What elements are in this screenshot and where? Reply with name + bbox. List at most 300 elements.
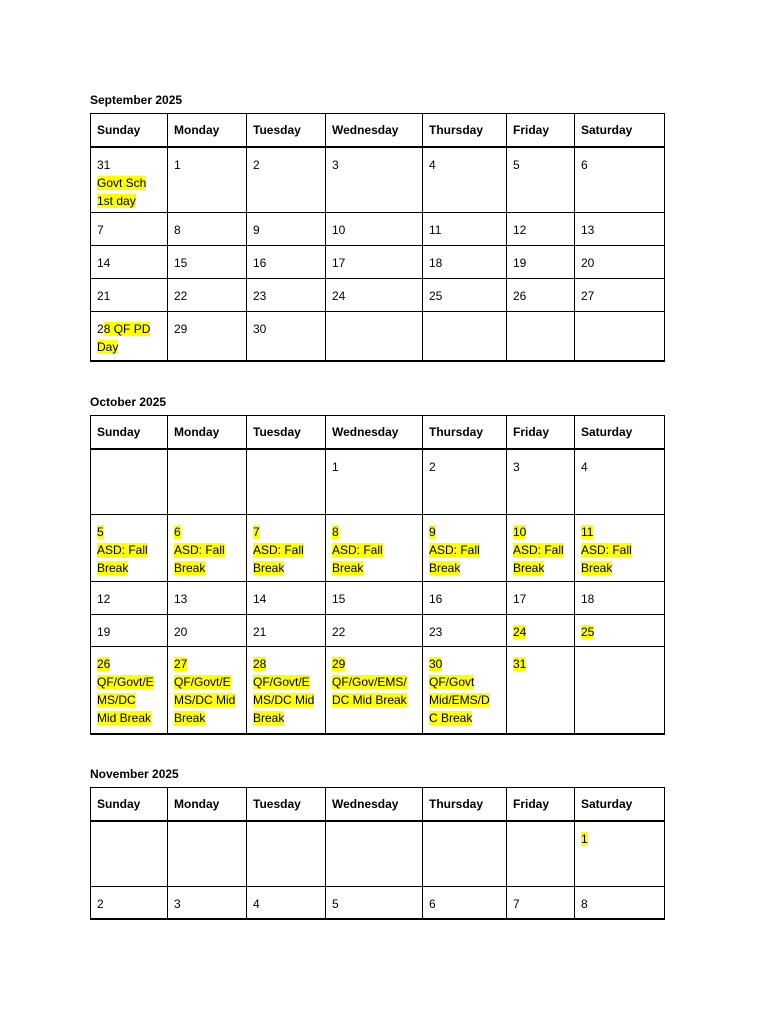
day-cell	[247, 515, 326, 582]
day-number-text: 3	[332, 157, 339, 172]
day-cell	[423, 279, 507, 312]
day-cell	[91, 647, 168, 734]
event-label: Break	[253, 711, 285, 725]
day-number-text: 17	[513, 592, 527, 606]
day-cell	[326, 246, 423, 279]
day-cell	[247, 279, 326, 312]
event-text	[513, 559, 568, 577]
weekday-header: Saturday	[575, 788, 665, 821]
weekday-header-row	[91, 114, 665, 147]
day-cell	[91, 615, 168, 647]
day-cell	[247, 147, 326, 213]
day-number-text: 21	[253, 625, 267, 639]
day-number-text: 27	[174, 657, 188, 671]
event-label: Mid Break	[97, 711, 152, 725]
day-number-text: 18	[429, 256, 443, 270]
day-cell	[423, 582, 507, 615]
day-number	[429, 458, 500, 476]
day-number	[97, 623, 161, 641]
event-label: Break	[97, 561, 129, 575]
day-number	[581, 895, 658, 913]
weekday-header: Wednesday	[326, 114, 423, 147]
event-text	[429, 691, 500, 709]
day-number-text: 1	[581, 831, 588, 846]
event-text	[581, 541, 658, 559]
day-number-text: 26	[513, 289, 527, 303]
day-number	[253, 320, 319, 338]
day-number-text: 19	[97, 625, 111, 639]
day-number	[174, 523, 240, 541]
event-label: ASD: Fall	[174, 543, 225, 557]
day-number-text: 5	[513, 157, 520, 172]
week-row	[91, 213, 665, 246]
event-text	[174, 691, 240, 709]
day-number-text: 7	[97, 223, 104, 237]
day-number-text: 30	[253, 322, 267, 336]
weekday-header: Friday	[507, 788, 575, 821]
day-number-text: 8	[332, 525, 339, 539]
day-number	[97, 156, 161, 174]
day-cell	[168, 821, 247, 887]
event-label: MS/DC Mid	[174, 693, 236, 707]
day-cell	[247, 582, 326, 615]
day-cell	[91, 312, 168, 361]
week-row	[91, 246, 665, 279]
event-label: ASD: Fall	[429, 543, 480, 557]
day-number	[253, 655, 319, 673]
day-number-text: 2	[253, 157, 260, 172]
day-number-text: 23	[253, 289, 267, 303]
day-number	[174, 287, 240, 305]
day-cell	[247, 821, 326, 887]
day-cell	[507, 515, 575, 582]
week-row	[91, 821, 665, 887]
event-text	[97, 559, 161, 577]
day-number-text: 17	[332, 256, 346, 270]
day-number-text: 1	[332, 459, 339, 474]
event-text	[332, 691, 416, 709]
week-row	[91, 582, 665, 615]
day-number	[332, 458, 416, 476]
day-cell	[168, 449, 247, 515]
day-number-text: 7	[513, 897, 520, 911]
day-number-text: 25	[429, 289, 443, 303]
day-cell	[507, 582, 575, 615]
day-number-text: 3	[174, 897, 181, 911]
day-cell	[326, 449, 423, 515]
day-number-text: 6	[429, 897, 436, 911]
day-cell	[423, 887, 507, 919]
day-number	[429, 156, 500, 174]
event-text	[253, 709, 319, 727]
day-number-text: 9	[429, 525, 436, 539]
week-row	[91, 312, 665, 361]
event-text	[332, 559, 416, 577]
month-title: October 2025	[90, 395, 167, 409]
day-number	[513, 895, 568, 913]
event-label: ASD: Fall	[97, 543, 148, 557]
day-number	[97, 320, 161, 338]
event-text	[97, 673, 161, 691]
weekday-header: Sunday	[91, 416, 168, 449]
calendar-table	[90, 113, 665, 362]
event-text	[253, 673, 319, 691]
day-cell	[168, 147, 247, 213]
day-cell	[575, 821, 665, 887]
day-cell	[326, 312, 423, 361]
day-cell	[575, 615, 665, 647]
day-number-text: 11	[581, 525, 594, 539]
day-number	[97, 287, 161, 305]
event-text	[174, 559, 240, 577]
day-number	[253, 523, 319, 541]
event-label: Day	[97, 340, 119, 354]
weekday-header: Monday	[168, 114, 247, 147]
day-number-text: 13	[581, 223, 595, 237]
day-number-text: 9	[253, 223, 260, 237]
day-number-text: 12	[97, 592, 111, 606]
month-november	[90, 767, 665, 920]
day-number-text: 8	[581, 897, 588, 911]
weekday-header: Friday	[507, 416, 575, 449]
day-number-text: 19	[513, 256, 527, 270]
day-cell	[575, 582, 665, 615]
event-text	[429, 709, 500, 727]
day-number	[253, 287, 319, 305]
week-row	[91, 615, 665, 647]
day-cell	[575, 312, 665, 361]
day-number	[253, 254, 319, 272]
day-number-text: 18	[581, 592, 595, 606]
weekday-header-row	[91, 788, 665, 821]
day-number-text: 28	[253, 657, 267, 671]
week-row	[91, 279, 665, 312]
day-cell	[168, 279, 247, 312]
event-label: QF/Gov/EMS/	[332, 675, 407, 689]
day-number-text: 21	[97, 289, 111, 303]
event-label: QF/Govt/E	[253, 675, 310, 689]
weekday-header: Saturday	[575, 114, 665, 147]
day-number	[97, 254, 161, 272]
day-number	[97, 523, 161, 541]
day-cell	[168, 246, 247, 279]
weekday-header: Tuesday	[247, 114, 326, 147]
day-number	[429, 287, 500, 305]
day-cell	[168, 515, 247, 582]
day-number-text: 22	[174, 289, 188, 303]
day-cell	[575, 279, 665, 312]
week-row	[91, 887, 665, 919]
day-cell	[575, 246, 665, 279]
weekday-header: Thursday	[423, 114, 507, 147]
day-cell	[326, 515, 423, 582]
day-number-text: 4	[581, 459, 588, 474]
day-cell	[423, 615, 507, 647]
day-number	[429, 254, 500, 272]
day-cell	[91, 887, 168, 919]
weekday-header-row	[91, 416, 665, 449]
day-number-text: 10	[332, 223, 346, 237]
event-text	[429, 541, 500, 559]
event-label: Break	[581, 561, 613, 575]
day-number-text: 23	[429, 625, 443, 639]
day-number	[332, 287, 416, 305]
day-cell	[247, 449, 326, 515]
event-label: Break	[174, 711, 206, 725]
day-cell	[423, 246, 507, 279]
day-cell	[575, 515, 665, 582]
event-label: C Break	[429, 711, 473, 725]
week-row	[91, 647, 665, 734]
event-label: Break	[174, 561, 206, 575]
day-cell	[91, 213, 168, 246]
day-number	[581, 156, 658, 174]
event-label: ASD: Fall	[332, 543, 383, 557]
day-number	[97, 590, 161, 608]
day-cell	[91, 279, 168, 312]
day-cell	[507, 246, 575, 279]
day-cell	[507, 615, 575, 647]
day-number-text: 12	[513, 223, 527, 237]
day-number	[429, 895, 500, 913]
event-text	[174, 541, 240, 559]
day-number: 2	[97, 322, 104, 336]
day-number	[174, 623, 240, 641]
day-number-text: 20	[581, 256, 595, 270]
day-cell	[326, 582, 423, 615]
event-text	[97, 541, 161, 559]
day-cell	[423, 647, 507, 734]
day-cell	[168, 213, 247, 246]
event-label: QF/Govt	[429, 675, 475, 689]
day-number	[332, 156, 416, 174]
weekday-header: Monday	[168, 416, 247, 449]
day-number	[332, 590, 416, 608]
day-number	[581, 623, 658, 641]
day-cell	[326, 147, 423, 213]
month-october	[90, 395, 665, 735]
day-cell	[423, 213, 507, 246]
month-september	[90, 93, 665, 362]
event-label: Break	[332, 561, 364, 575]
day-number	[253, 590, 319, 608]
day-number	[581, 287, 658, 305]
day-cell	[91, 821, 168, 887]
day-number-text: 31	[513, 657, 527, 671]
month-title: September 2025	[90, 93, 183, 107]
weekday-header: Tuesday	[247, 416, 326, 449]
day-number-text: 24	[513, 625, 527, 639]
calendar-table	[90, 415, 665, 735]
day-number	[174, 221, 240, 239]
day-cell	[575, 213, 665, 246]
day-number	[97, 221, 161, 239]
day-cell	[247, 647, 326, 734]
day-cell	[575, 647, 665, 734]
day-cell	[507, 213, 575, 246]
day-cell	[507, 312, 575, 361]
day-cell	[168, 887, 247, 919]
day-number-text: 31	[97, 157, 111, 172]
day-cell	[91, 449, 168, 515]
event-text	[332, 673, 416, 691]
event-text	[581, 559, 658, 577]
day-number	[174, 320, 240, 338]
month-title: November 2025	[90, 767, 179, 781]
day-number-text: 7	[253, 525, 260, 539]
day-number-text: 10	[513, 525, 527, 539]
day-cell	[326, 821, 423, 887]
day-cell	[326, 647, 423, 734]
event-text	[429, 559, 500, 577]
day-cell	[423, 449, 507, 515]
day-number-text: 29	[332, 657, 346, 671]
day-number	[513, 523, 568, 541]
day-number-text: 1	[174, 157, 181, 172]
event-label: 1st day	[97, 193, 136, 208]
day-cell	[575, 887, 665, 919]
weekday-header: Tuesday	[247, 788, 326, 821]
day-number	[174, 655, 240, 673]
day-cell	[507, 279, 575, 312]
day-number	[253, 221, 319, 239]
weekday-header: Wednesday	[326, 416, 423, 449]
day-number-text: 15	[174, 256, 188, 270]
day-number	[332, 623, 416, 641]
event-label: DC Mid Break	[332, 693, 407, 707]
day-number	[429, 221, 500, 239]
day-number-text: 22	[332, 625, 346, 639]
day-number	[332, 895, 416, 913]
event-label: Mid/EMS/D	[429, 693, 490, 707]
day-number-text: 26	[97, 657, 111, 671]
weekday-header: Sunday	[91, 114, 168, 147]
event-label: MS/DC Mid	[253, 693, 315, 707]
day-number	[581, 590, 658, 608]
day-cell	[326, 615, 423, 647]
day-number-text: 13	[174, 592, 188, 606]
day-cell	[247, 312, 326, 361]
day-number	[581, 830, 658, 848]
event-text	[429, 673, 500, 691]
day-cell	[91, 246, 168, 279]
day-cell	[507, 887, 575, 919]
day-number	[429, 590, 500, 608]
day-cell	[168, 615, 247, 647]
day-cell	[423, 147, 507, 213]
day-number-text: 14	[97, 256, 111, 270]
day-cell	[507, 647, 575, 734]
event-text	[97, 192, 161, 210]
day-cell	[91, 147, 168, 213]
day-number	[332, 221, 416, 239]
day-number-text: 4	[253, 897, 260, 911]
day-number-text: 6	[581, 157, 588, 172]
weekday-header: Wednesday	[326, 788, 423, 821]
event-text	[513, 541, 568, 559]
day-cell	[91, 582, 168, 615]
day-cell	[168, 647, 247, 734]
day-number-text: 5	[97, 525, 104, 539]
event-label: QF/Govt/E	[97, 675, 154, 689]
day-cell	[168, 312, 247, 361]
event-text	[97, 174, 161, 192]
day-cell	[575, 147, 665, 213]
day-cell	[91, 515, 168, 582]
day-number-text: 15	[332, 592, 346, 606]
day-cell	[507, 821, 575, 887]
day-number	[429, 623, 500, 641]
day-number	[97, 655, 161, 673]
day-cell	[507, 147, 575, 213]
event-text	[253, 541, 319, 559]
day-number	[253, 895, 319, 913]
day-number	[253, 623, 319, 641]
day-number-text: 2	[97, 897, 104, 911]
day-cell	[423, 821, 507, 887]
day-number	[581, 221, 658, 239]
day-number-text: 25	[581, 625, 595, 639]
event-label: Govt Sch	[97, 175, 147, 190]
weekday-header: Thursday	[423, 416, 507, 449]
day-number-text: 11	[429, 223, 442, 237]
event-label: Break	[513, 561, 545, 575]
day-number	[513, 655, 568, 673]
weekday-header: Saturday	[575, 416, 665, 449]
day-number-text: 8	[174, 223, 181, 237]
week-row	[91, 449, 665, 515]
day-cell	[326, 887, 423, 919]
day-number	[581, 254, 658, 272]
calendar-table	[90, 787, 665, 920]
weekday-header: Friday	[507, 114, 575, 147]
event-label: ASD: Fall	[581, 543, 632, 557]
event-label: ASD: Fall	[513, 543, 564, 557]
day-cell	[507, 449, 575, 515]
day-cell	[326, 213, 423, 246]
day-number	[513, 254, 568, 272]
week-row	[91, 515, 665, 582]
event-label: ASD: Fall	[253, 543, 304, 557]
event-text	[97, 691, 161, 709]
event-text: 8 QF PD	[103, 322, 151, 336]
day-number	[253, 156, 319, 174]
event-text	[97, 709, 161, 727]
day-number	[174, 156, 240, 174]
weekday-header: Thursday	[423, 788, 507, 821]
event-label: QF/Govt/E	[174, 675, 231, 689]
event-text	[332, 541, 416, 559]
day-number	[513, 590, 568, 608]
event-label: Break	[429, 561, 461, 575]
day-number	[429, 523, 500, 541]
day-number	[513, 458, 568, 476]
day-number-text: 16	[253, 256, 267, 270]
event-text	[97, 338, 161, 356]
event-label: Break	[253, 561, 285, 575]
day-cell	[247, 213, 326, 246]
day-number-text: 20	[174, 625, 188, 639]
day-cell	[247, 246, 326, 279]
day-cell	[168, 582, 247, 615]
day-number	[513, 221, 568, 239]
day-cell	[575, 449, 665, 515]
weekday-header: Monday	[168, 788, 247, 821]
day-number	[174, 254, 240, 272]
week-row	[91, 147, 665, 213]
event-label: MS/DC	[97, 693, 136, 707]
day-number-text: 30	[429, 657, 443, 671]
